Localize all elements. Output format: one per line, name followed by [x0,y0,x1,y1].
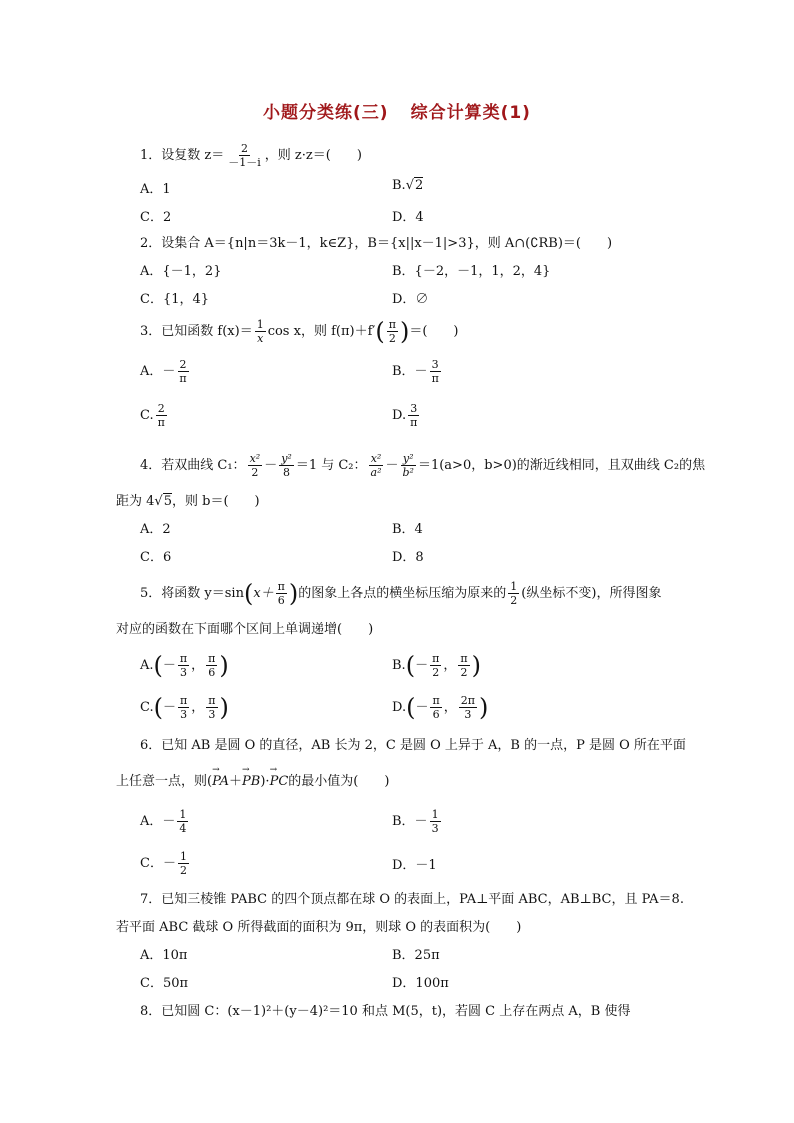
q1-stem-b: ，则 z·z＝( ) [264,148,362,163]
q6-b-pre: B．－ [392,814,428,829]
q5-option-d: D.(－ $\frac{\pi}{6}$ ， $\frac{2\pi}{3}$ ) [392,693,489,722]
q3-b-num: 3 [431,358,439,371]
q4-stem [140,452,705,479]
q2-option-a: A．{－1，2} [140,264,222,279]
q5-a2d: 6 [208,666,216,679]
q6-b-den: 3 [431,822,439,835]
q6-c-den: 2 [179,864,187,877]
q3-a-num: 2 [179,358,187,371]
q4-n2: y² [281,452,292,465]
q6-a-pre: A．－ [140,814,176,829]
q5-a1n: π [179,652,188,665]
q3-arg-den: 2 [388,332,396,345]
q6-l2a: 上任意一点，则( [116,774,213,789]
q6-stem: 6．已知 AB 是圆 O 的直径，AB 长为 2，C 是圆 O 上异于 A，B 的一点，P 是圆 O 所在平面 [140,738,686,753]
q5-c2n: π [208,694,216,707]
q6-vec-pc: → PC [270,774,289,789]
q3-d-num: 3 [410,402,418,415]
q3-option-b [392,358,443,385]
q6-c-num: 1 [179,850,187,863]
q6-b-num: 1 [431,808,439,821]
q4-n3: x² [370,452,382,465]
q4-option-b: B．4 [392,522,423,537]
q2-option-b: B．{－2，－1，1，2，4} [392,264,551,279]
q5-option-a: A.(－ $\frac{\pi}{3}$ ， $\frac{\pi}{6}$ ) [140,651,229,680]
q1-option-b: B.√2 [392,178,424,193]
q3-b-pre: B．－ [392,364,428,379]
q7-stem: 7．已知三棱锥 PABC 的四个顶点都在球 O 的表面上，PA⊥平面 ABC，AB⊥BC，且 PA＝8. [140,892,684,907]
q3-d-den: π [410,416,418,429]
q7-option-a: A．10π [140,948,188,963]
q5-stem-line2: 对应的函数在下面哪个区间上单调递增( ) [116,622,374,637]
q1-stem-a: 1．设复数 z＝ [140,148,225,163]
q5-stem: 5．将函数 y＝sin(x＋ $\frac{\pi}{6}$ )的图象上各点的横坐标压缩为原来的 $\frac{1}{2}$ (纵坐标不变)，所得图象 [140,579,662,608]
q3-option-c [140,402,169,429]
q6-option-a [140,808,190,835]
q3-option-d [392,402,421,429]
q5-s2: x＋ [253,586,274,601]
q5-pd: 6 [277,594,285,607]
q5-d2n: 2π [460,694,475,707]
q3-a-pre: A．－ [140,364,176,379]
q5-hn: 1 [510,580,518,593]
q5-a-pre: A. [140,658,154,673]
q3-d-pre: D. [392,408,407,423]
q4-d1: 2 [251,466,259,479]
q4-s5: ＝1(a>0，b>0)的渐近线相同，且双曲线 C₂的焦 [417,458,706,473]
q4-d3: a² [370,466,382,479]
q5-b2d: 2 [460,666,468,679]
q3-b-den: π [431,372,439,385]
q6-a-den: 4 [179,822,187,835]
q3-arg-frac [387,318,398,345]
q5-d1d: 6 [432,708,440,721]
q3-stem-c: ＝( ) [409,324,459,339]
q4-s3: ＝1 与 C₂： [295,458,367,473]
q4-d2: 8 [283,466,291,479]
q6-plus: ＋ [229,774,243,789]
q1-fraction [226,142,263,169]
q6-option-b [392,808,443,835]
q7-stem-line2: 若平面 ABC 截球 O 所得截面的面积为 9π，则球 O 的表面积为( ) [116,920,522,935]
q5-c1n: π [180,694,188,707]
q6-dot: )· [260,774,270,789]
q5-option-b: B.(－ $\frac{\pi}{2}$ ， $\frac{\pi}{2}$ ) [392,651,481,680]
q3-arg-num: π [388,318,396,331]
q6-option-c [140,850,191,877]
q4-l2a: 距为 4 [116,494,155,509]
q5-pn: π [277,580,285,593]
title-part2: 综合计算类(1) [410,103,531,123]
q4-l2b: ，则 b＝( ) [171,494,260,509]
q5-b1d: 2 [432,666,440,679]
q5-d2d: 3 [464,708,472,721]
q4-option-d: D．8 [392,550,424,565]
q8-stem: 8．已知圆 C：(x－1)²＋(y－4)²＝10 和点 M(5，t)，若圆 C 上存在两点 A，B 使得 [140,1004,631,1019]
q5-hd: 2 [510,594,518,607]
q1-option-a: A．1 [140,182,171,197]
q3-c-den: π [157,416,165,429]
q5-s1: 5．将函数 y＝sin [140,586,244,601]
q5-s3: 的图象上各点的横坐标压缩为原来的 [298,586,507,601]
q7-option-b: B．25π [392,948,440,963]
q6-c-pre: C．－ [140,856,176,871]
q4-s4: － [385,458,399,473]
q3-stem-a: 3．已知函数 f(x)＝ [140,324,253,339]
title-part1: 小题分类练(三) [263,103,389,123]
q3-c-num: 2 [157,402,165,415]
q3-c-pre: C. [140,408,154,423]
q4-l2-sqrt: 5 [163,494,172,509]
q5-d-pre: D. [392,700,407,715]
q4-s2: － [264,458,278,473]
q5-c2d: 3 [208,708,216,721]
q1-stem [140,142,362,169]
q1-b-pre: B. [392,178,406,193]
q7-option-d: D．100π [392,976,449,991]
q5-c-pre: C. [140,700,154,715]
q4-option-c: C．6 [140,550,172,565]
q6-vec-pa: → PA [212,774,229,789]
q5-b1n: π [432,652,440,665]
q5-s4: (纵坐标不变)，所得图象 [521,586,662,601]
q5-b-pre: B. [392,658,406,673]
q4-n4: y² [402,452,414,465]
q1-frac-num: 2 [241,142,249,155]
q6-l2b: 的最小值为( ) [288,774,390,789]
q3-stem-b: cos x，则 f(π)＋f′ [267,324,376,339]
q2-option-d: D．∅ [392,292,429,307]
q3-f-frac [255,318,266,345]
q3-f-num: 1 [256,318,264,331]
q6-vec-pb: → PB [242,774,260,789]
q4-n1: x² [249,452,261,465]
q5-c1d: 3 [180,708,188,721]
q4-stem-line2: 距为 4√5，则 b＝( ) [116,494,260,509]
q3-f-den: x [257,332,264,345]
q1-b-sqrt: 2 [414,178,424,193]
q6-stem-line2 [116,770,389,789]
q5-a2n: π [208,652,216,665]
q4-option-a: A．2 [140,522,171,537]
q6-a-num: 1 [179,808,187,821]
q2-option-c: C．{1，4} [140,292,210,307]
q3-a-den: π [179,372,187,385]
q5-b2n: π [460,652,468,665]
q1-option-d: D．4 [392,210,424,225]
q3-stem: 3．已知函数 f(x)＝ $\frac{1}{x}$ cos x，则 f(π)＋f′( $\frac{\pi}{2}$ )＝( ) [140,317,459,346]
q1-frac-den: －1－i [228,156,261,169]
q6-option-d: D．－1 [392,858,437,873]
q4-d4: b² [402,466,414,479]
q1-option-c: C．2 [140,210,172,225]
q5-a1d: 3 [180,666,188,679]
q2-stem: 2．设集合 A＝{n|n＝3k－1，k∈Z}，B＝{x||x－1|>3}，则 A∩(∁RB)＝( ) [140,236,613,251]
q7-option-c: C．50π [140,976,189,991]
q4-s1: 4．若双曲线 C₁： [140,458,246,473]
q5-d1n: π [432,694,440,707]
page-title [0,98,794,123]
q3-option-a [140,358,191,385]
q5-option-c: C.(－ $\frac{\pi}{3}$ ， $\frac{\pi}{3}$ ) [140,693,229,722]
